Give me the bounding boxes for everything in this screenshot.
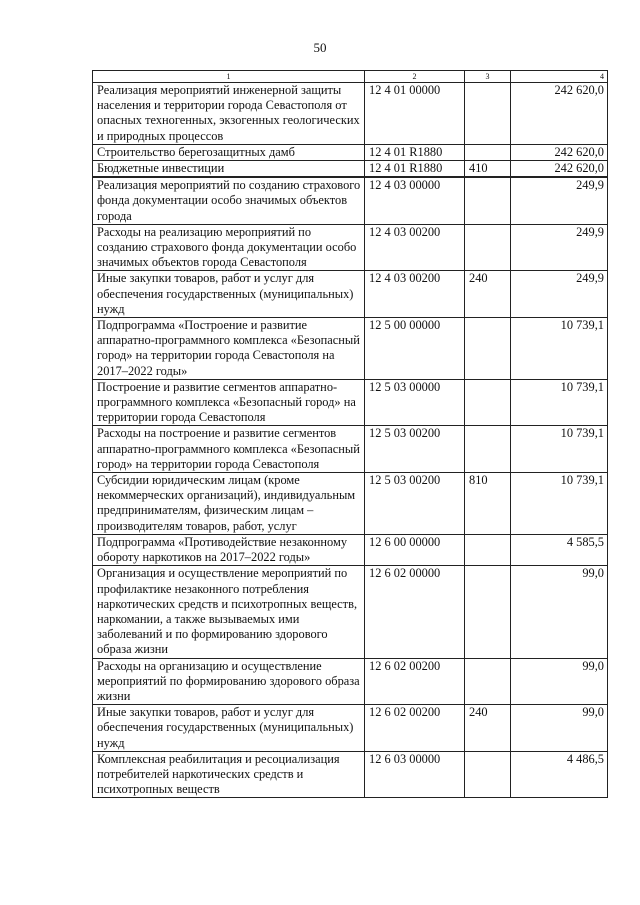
row-code: 12 5 00 00000: [365, 318, 465, 380]
row-amount: 10 739,1: [511, 426, 608, 473]
row-amount: 10 739,1: [511, 318, 608, 380]
row-amount: 249,9: [511, 271, 608, 318]
row-type: [465, 83, 511, 145]
row-amount: 242 620,0: [511, 161, 608, 178]
table-row: [93, 224, 608, 271]
row-name: Расходы на организацию и осуществление мероприятий по формированию здорового образа жизни: [93, 658, 365, 705]
row-name: Иные закупки товаров, работ и услуг для обеспечения государственных (муниципальных) нужд: [93, 271, 365, 318]
row-name: Расходы на построение и развитие сегментов аппаратно-программного комплекса «Безопасный город» на территории города Севастополя: [93, 426, 365, 473]
row-name: Иные закупки товаров, работ и услуг для обеспечения государственных (муниципальных) нужд: [93, 705, 365, 752]
table-row: [93, 177, 608, 224]
page-number: 50: [313, 40, 327, 55]
row-name: Строительство берегозащитных дамб: [93, 144, 365, 160]
row-code: 12 4 01 R1880: [365, 161, 465, 178]
header-col-1: 1: [93, 71, 365, 83]
table-row: [93, 271, 608, 318]
row-type: [465, 566, 511, 658]
header-col-3: 3: [465, 71, 511, 83]
table-row: [93, 318, 608, 380]
row-code: 12 5 03 00200: [365, 426, 465, 473]
row-code: 12 6 02 00200: [365, 705, 465, 752]
row-amount: 4 486,5: [511, 751, 608, 798]
row-name: Расходы на реализацию мероприятий по созданию страхового фонда документации особо значимых объектов города Севастополя: [93, 224, 365, 271]
table-row: [93, 705, 608, 752]
header-row: [93, 71, 608, 83]
row-code: 12 6 03 00000: [365, 751, 465, 798]
table-row: [93, 144, 608, 160]
table-row: [93, 566, 608, 658]
row-type: 240: [465, 705, 511, 752]
row-amount: 242 620,0: [511, 144, 608, 160]
row-name: Бюджетные инвестиции: [93, 161, 365, 178]
table-row: [93, 534, 608, 565]
row-type: [465, 534, 511, 565]
row-amount: 10 739,1: [511, 473, 608, 535]
row-code: 12 4 03 00200: [365, 271, 465, 318]
row-name: Субсидии юридическим лицам (кроме некоммерческих организаций), индивидуальным предпринимателям, физическим лицам – производителям товаров, работ, услуг: [93, 473, 365, 535]
row-amount: 249,9: [511, 177, 608, 224]
row-amount: 99,0: [511, 566, 608, 658]
row-type: [465, 426, 511, 473]
row-type: [465, 318, 511, 380]
row-code: 12 4 01 00000: [365, 83, 465, 145]
row-name: Построение и развитие сегментов аппаратно-программного комплекса «Безопасный город» на территории города Севастополя: [93, 379, 365, 426]
row-amount: 99,0: [511, 705, 608, 752]
row-type: [465, 658, 511, 705]
row-amount: 4 585,5: [511, 534, 608, 565]
row-type: [465, 177, 511, 224]
row-name: Организация и осуществление мероприятий по профилактике незаконного потребления наркотических средств и психотропных веществ, наркомании, а также вызываемых ими заболеваний и по формированию здорового образа жизни: [93, 566, 365, 658]
row-amount: 99,0: [511, 658, 608, 705]
row-type: [465, 379, 511, 426]
header-col-2: 2: [365, 71, 465, 83]
header-col-4: 4: [511, 71, 608, 83]
row-name: Подпрограмма «Противодействие незаконному обороту наркотиков на 2017–2022 годы»: [93, 534, 365, 565]
table-row: [93, 658, 608, 705]
row-code: 12 4 03 00000: [365, 177, 465, 224]
row-amount: 249,9: [511, 224, 608, 271]
row-name: Реализация мероприятий инженерной защиты населения и территории города Севастополя от опасных техногенных, экзогенных геологических и природных процессов: [93, 83, 365, 145]
row-code: 12 6 02 00200: [365, 658, 465, 705]
row-type: 410: [465, 161, 511, 178]
row-code: 12 4 01 R1880: [365, 144, 465, 160]
row-code: 12 5 03 00200: [365, 473, 465, 535]
row-code: 12 6 00 00000: [365, 534, 465, 565]
row-amount: 10 739,1: [511, 379, 608, 426]
row-code: 12 5 03 00000: [365, 379, 465, 426]
table-row: [93, 83, 608, 145]
row-type: [465, 224, 511, 271]
table-row: [93, 473, 608, 535]
row-type: [465, 144, 511, 160]
table-row: [93, 426, 608, 473]
table-row: [93, 379, 608, 426]
budget-table: [92, 70, 608, 798]
row-name: Подпрограмма «Построение и развитие аппаратно-программного комплекса «Безопасный город» на территории города Севастополя на 2017–2022 годы»: [93, 318, 365, 380]
table-row: [93, 161, 608, 178]
row-type: 810: [465, 473, 511, 535]
row-name: Комплексная реабилитация и ресоциализация потребителей наркотических средств и психотропных веществ: [93, 751, 365, 798]
row-amount: 242 620,0: [511, 83, 608, 145]
row-name: Реализация мероприятий по созданию страхового фонда документации особо значимых объектов города: [93, 177, 365, 224]
row-type: 240: [465, 271, 511, 318]
row-code: 12 4 03 00200: [365, 224, 465, 271]
row-code: 12 6 02 00000: [365, 566, 465, 658]
table-row: [93, 751, 608, 798]
row-type: [465, 751, 511, 798]
